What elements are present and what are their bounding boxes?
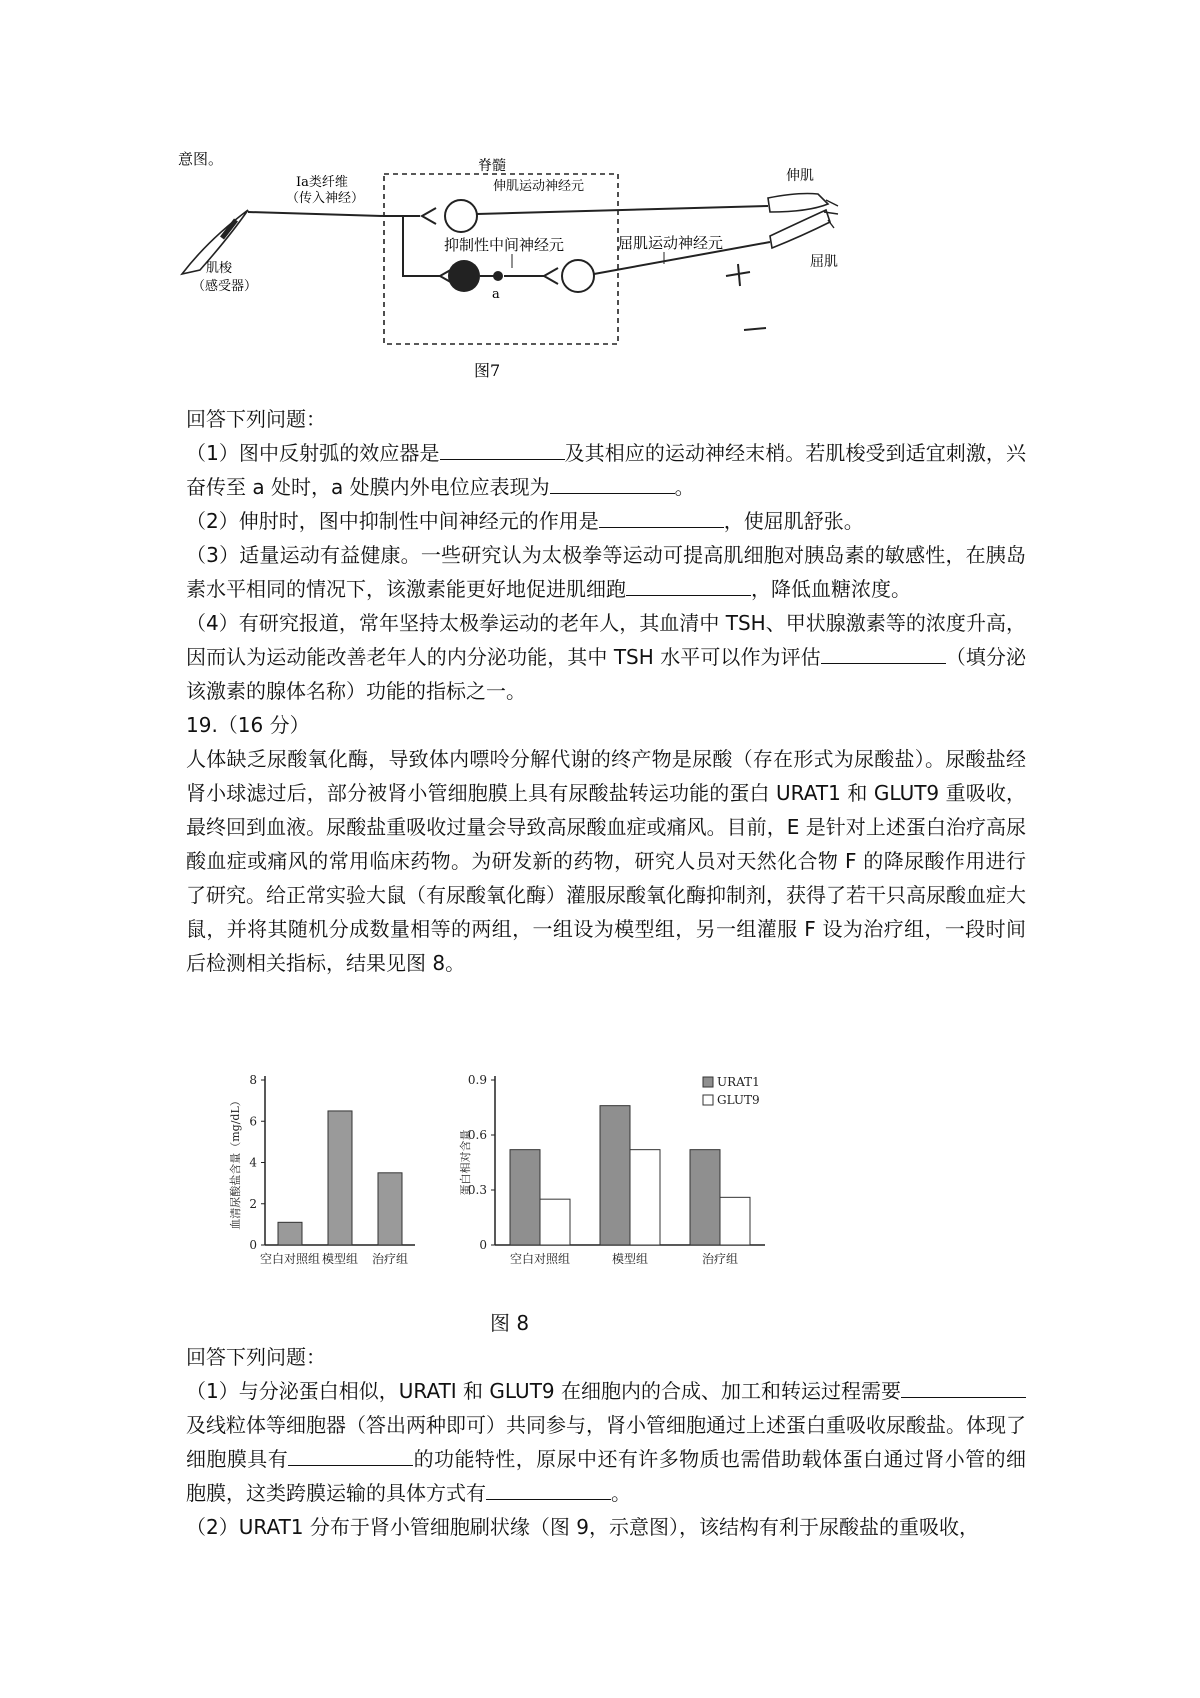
section-3 [186,1340,1026,1544]
handwritten-mark [726,264,766,330]
extensor-axon [477,206,768,214]
y-tick-label: 2 [249,1196,257,1211]
y-tick-label: 0.3 [467,1183,487,1197]
inhibitory-interneuron-body [448,260,480,292]
answer-blank[interactable] [821,643,946,664]
question-1: （1）图中反射弧的效应器是 及其相应的运动神经末梢。若肌梭受到适宜刺激，兴奋传至 a 处时，a 处膜内外电位应表现为 。 [186,441,1026,499]
y-axis-label: 蛋白相对含量 [459,1129,472,1196]
afferent-nerve-label: （传入神经） [286,191,365,206]
fig7-partial-caption: 意图。 [178,150,224,168]
y-tick-label: 8 [249,1073,257,1087]
question-4: （4）有研究报道，常年坚持太极拳运动的老年人，其血清中 TSH、甲状腺激素等的浓度升高，因而认为运动能改善老年人的内分泌功能，其中 TSH 水平可以作为评估 （填分泌该激素的腺体名称）功能的指标之一。 [186,611,1027,703]
answer-blank[interactable] [288,1445,413,1466]
figure-7-reflex-arc [178,150,938,390]
y-axis-label: 血清尿酸盐含量（mg/dL） [229,1095,242,1230]
bar [278,1222,302,1245]
bar-urat1 [600,1106,630,1245]
question-19-body: 人体缺乏尿酸氧化酶，导致体内嘌呤分解代谢的终产物是尿酸（存在形式为尿酸盐）。尿酸盐经肾小球滤过后，部分被肾小管细胞膜上具有尿酸盐转运功能的蛋白 URAT1 和 GLUT9 重吸收，最终回到血液。尿酸盐重吸收过量会导致高尿酸血症或痛风。目前，E 是针对上述蛋白治疗高尿酸血症或痛风的常用临床药物。为研发新的药物，研究人员对天然化合物 F 的降尿酸作用进行了研究。给正常实验大鼠（有尿酸氧化酶）灌服尿酸氧化酶抑制剂，获得了若干只高尿酸血症大鼠，并将其随机分成数量相等的两组，一组设为模型组，另一组灌服 F 设为治疗组，一段时间后检测相关指标，结果见图 8。 [186,747,1026,975]
question-2: （2）伸肘时，图中抑制性中间神经元的作用是 ，使屈肌舒张。 [186,509,864,533]
spinal-cord-label: 脊髓 [478,158,506,174]
flexor-muscle [770,210,830,248]
extensor-muscle [768,194,828,213]
chart-serum-urate [228,1073,415,1266]
extensor-label: 伸肌 [786,168,814,184]
bar-glut9 [540,1199,570,1245]
figure-8-caption: 图 8 [490,1311,530,1335]
bar [328,1111,352,1245]
question-19-heading: 19.（16 分） [186,713,310,737]
answer-blank[interactable] [550,473,675,494]
y-tick-label: 0 [249,1238,257,1252]
afferent-fiber [248,212,420,216]
x-tick-label: 治疗组 [371,1252,409,1266]
answer-blank[interactable] [486,1479,611,1500]
bar [378,1173,402,1245]
section-1-intro: 回答下列问题： [186,407,326,431]
question-19-1: （1）与分泌蛋白相似，URATI 和 GLUT9 在细胞内的合成、加工和转运过程需要及线粒体等细胞器（答出两种即可）共同参与，肾小管细胞通过上述蛋白重吸收尿酸盐。体现了细胞膜具有 的功能特性，原尿中还有许多物质也需借助载体蛋白通过肾小管的细胞膜，这类跨膜运输的具体方式有 。 [186,1379,1027,1505]
figure-7-caption: 图7 [474,361,501,380]
spinal-cord-box [384,174,618,344]
y-tick-label: 6 [249,1114,257,1129]
answer-blank[interactable] [626,575,751,596]
y-tick-label: 0.9 [467,1073,487,1087]
answer-blank[interactable] [440,439,565,460]
question-19-2: （2）URAT1 分布于肾小管细胞刷状缘（图 9，示意图），该结构有利于尿酸盐的重吸收， [186,1515,979,1539]
extensor-motor-neuron-body [445,200,477,232]
point-a-dot [493,271,503,281]
y-tick-label: 0 [479,1238,487,1252]
legend-label: URAT1 [717,1075,760,1089]
legend-label: GLUT9 [717,1093,760,1107]
y-tick-label: 0.6 [467,1128,487,1142]
extensor-motor-neuron-label: 伸肌运动神经元 [493,179,585,194]
bar-urat1 [690,1150,720,1245]
y-tick-label: 4 [249,1155,257,1170]
synapse-extensor [422,208,436,224]
chart-protein-content [458,1073,765,1266]
inhibitory-interneuron-label: 抑制性中间神经元 [444,236,565,254]
question-3: （3）适量运动有益健康。一些研究认为太极拳等运动可提高肌细胞对胰岛素的敏感性，在胰岛素水平相同的情况下，该激素能更好地促进肌细跑 ，降低血糖浓度。 [186,543,1026,601]
x-tick-label: 治疗组 [701,1252,739,1266]
legend-swatch [703,1095,713,1105]
section-1 [186,402,1026,980]
point-a-label: a [492,287,500,302]
bar-urat1 [510,1150,540,1245]
answer-blank[interactable] [901,1377,1026,1398]
receptor-label: （感受器） [192,279,258,294]
figure-8-charts [225,1060,845,1300]
flexor-motor-neuron-body [562,260,594,292]
x-tick-label: 空白对照组 [509,1252,571,1266]
bar-glut9 [630,1150,660,1245]
answer-blank[interactable] [599,507,724,528]
synapse-flexor [544,268,558,284]
flexor-label: 屈肌 [810,254,838,270]
x-tick-label: 空白对照组 [259,1252,321,1266]
x-tick-label: 模型组 [321,1252,359,1266]
legend-swatch [703,1077,713,1087]
ia-fiber-label: Ia类纤维 [296,175,348,190]
afferent-branch [403,216,440,276]
bar-glut9 [720,1197,750,1245]
flexor-motor-neuron-label: 屈肌运动神经元 [618,234,724,252]
muscle-spindle-label: 肌梭 [206,261,233,276]
section-3-intro: 回答下列问题： [186,1345,326,1369]
x-tick-label: 模型组 [611,1252,649,1266]
